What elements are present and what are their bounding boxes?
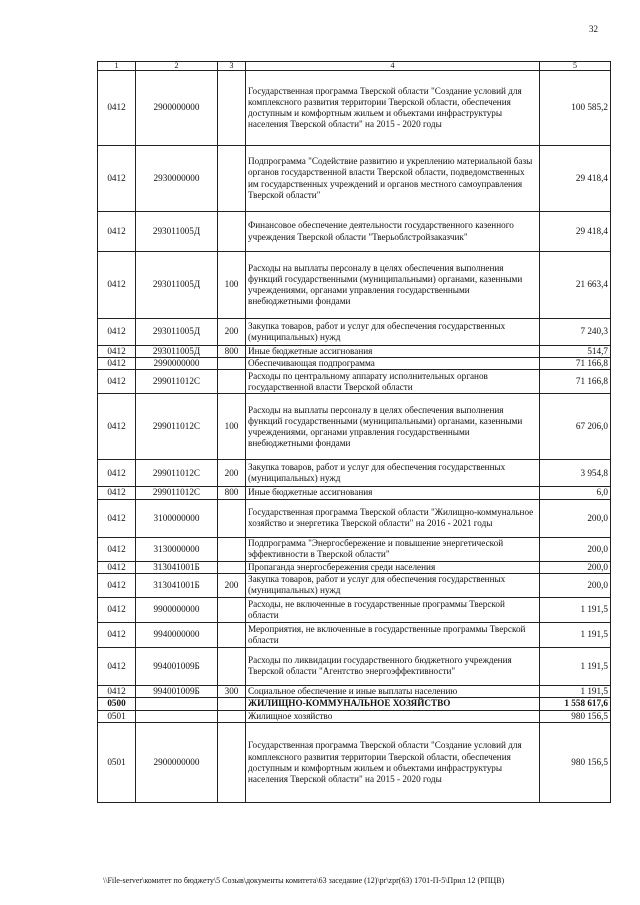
- expense-type-cell: 200: [218, 460, 246, 487]
- table-row: [98, 685, 611, 697]
- target-article-cell: 293011005Д: [136, 346, 218, 358]
- expense-type-cell: 200: [218, 573, 246, 597]
- section-code-cell: 0412: [98, 71, 136, 146]
- section-code-cell: 0412: [98, 358, 136, 370]
- amount-cell: 71 166,8: [540, 358, 611, 370]
- expense-type-cell: [218, 647, 246, 685]
- description-cell: Государственная программа Тверской области "Создание условий для комплексного развития территории Тверской области, обеспечения доступным и комфортным жильем и объектами инфраструктуры населения Тверской области" на 2015 - 2020 годы: [246, 723, 540, 803]
- amount-cell: 3 954,8: [540, 460, 611, 487]
- table-row: [98, 71, 611, 146]
- description-cell: Подпрограмма "Энергосбережение и повышение энергетической эффективности в Тверской области": [246, 537, 540, 561]
- expense-type-cell: 100: [218, 252, 246, 319]
- section-code-cell: 0412: [98, 346, 136, 358]
- amount-cell: 7 240,3: [540, 319, 611, 346]
- description-cell: Обеспечивающая подпрограмма: [246, 358, 540, 370]
- section-code-cell: 0412: [98, 370, 136, 394]
- amount-cell: 29 418,4: [540, 212, 611, 252]
- amount-cell: 1 558 617,6: [540, 698, 611, 711]
- table-row: [98, 573, 611, 597]
- target-article-cell: 2900000000: [136, 723, 218, 803]
- expense-type-cell: [218, 146, 246, 212]
- amount-cell: 514,7: [540, 346, 611, 358]
- table-row: [98, 597, 611, 622]
- expense-type-cell: 800: [218, 346, 246, 358]
- expense-type-cell: [218, 358, 246, 370]
- section-code-cell: 0412: [98, 319, 136, 346]
- table-row: [98, 622, 611, 647]
- section-code-cell: 0412: [98, 146, 136, 212]
- expense-type-cell: [218, 622, 246, 647]
- section-code-cell: 0412: [98, 460, 136, 487]
- expense-type-cell: [218, 212, 246, 252]
- description-cell: Расходы на выплаты персоналу в целях обеспечения выполнения функций государственными (муниципальными) органами, казенными учреждениями, органами управления государственными внебюджетными фондами: [246, 394, 540, 460]
- section-code-cell: 0500: [98, 698, 136, 711]
- table-row: [98, 358, 611, 370]
- expense-type-cell: [218, 71, 246, 146]
- budget-table: [97, 61, 611, 803]
- expense-type-cell: 100: [218, 394, 246, 460]
- expense-type-cell: [218, 499, 246, 537]
- target-article-cell: 299011012С: [136, 487, 218, 499]
- amount-cell: 1 191,5: [540, 597, 611, 622]
- description-cell: Иные бюджетные ассигнования: [246, 346, 540, 358]
- table-row: [98, 346, 611, 358]
- description-cell: Подпрограмма "Содействие развитию и укреплению материальной базы органов государственной власти Тверской области, подведомственных им государственных учреждений и органов местного самоуправления Тверской области": [246, 146, 540, 212]
- section-code-cell: 0412: [98, 622, 136, 647]
- section-code-cell: 0412: [98, 561, 136, 573]
- target-article-cell: 293011005Д: [136, 212, 218, 252]
- table-row: [98, 487, 611, 499]
- amount-cell: 980 156,5: [540, 711, 611, 723]
- target-article-cell: 2900000000: [136, 71, 218, 146]
- table-row: [98, 537, 611, 561]
- expense-type-cell: [218, 537, 246, 561]
- section-code-cell: 0412: [98, 573, 136, 597]
- section-code-cell: 0412: [98, 647, 136, 685]
- amount-cell: 1 191,5: [540, 685, 611, 697]
- page-number: 32: [589, 24, 598, 34]
- section-code-cell: 0412: [98, 487, 136, 499]
- amount-cell: 200,0: [540, 499, 611, 537]
- target-article-cell: 994001009Б: [136, 685, 218, 697]
- section-code-cell: 0501: [98, 723, 136, 803]
- expense-type-cell: [218, 370, 246, 394]
- amount-cell: 100 585,2: [540, 71, 611, 146]
- table-row: [98, 146, 611, 212]
- description-cell: Расходы на выплаты персоналу в целях обеспечения выполнения функций государственными (муниципальными) органами, казенными учреждениями, органами управления государственными внебюджетными фондами: [246, 252, 540, 319]
- table-row: [98, 394, 611, 460]
- expense-type-cell: [218, 561, 246, 573]
- expense-type-cell: 800: [218, 487, 246, 499]
- section-code-cell: 0412: [98, 685, 136, 697]
- table-row: [98, 252, 611, 319]
- section-code-cell: 0412: [98, 597, 136, 622]
- table-body: [98, 71, 611, 803]
- amount-cell: 21 663,4: [540, 252, 611, 319]
- header-row: [98, 62, 611, 71]
- table-row: [98, 370, 611, 394]
- section-code-cell: 0501: [98, 711, 136, 723]
- section-code-cell: 0412: [98, 394, 136, 460]
- description-cell: Расходы по ликвидации государственного бюджетного учреждения Тверской области "Агентство энергоэффективности": [246, 647, 540, 685]
- description-cell: Закупка товаров, работ и услуг для обеспечения государственных (муниципальных) нужд: [246, 460, 540, 487]
- expense-type-cell: [218, 698, 246, 711]
- table-row: [98, 212, 611, 252]
- table-row: [98, 460, 611, 487]
- target-article-cell: 994001009Б: [136, 647, 218, 685]
- section-code-cell: 0412: [98, 499, 136, 537]
- target-article-cell: 2990000000: [136, 358, 218, 370]
- description-cell: Расходы, не включенные в государственные программы Тверской области: [246, 597, 540, 622]
- column-header: 3: [218, 62, 246, 71]
- description-cell: Государственная программа Тверской области "Создание условий для комплексного развития территории Тверской области, обеспечения доступным и комфортным жильем и объектами инфраструктуры населения Тверской области" на 2015 - 2020 годы: [246, 71, 540, 146]
- amount-cell: 71 166,8: [540, 370, 611, 394]
- table-row: [98, 723, 611, 803]
- amount-cell: 200,0: [540, 573, 611, 597]
- target-article-cell: 299011012С: [136, 394, 218, 460]
- target-article-cell: 9900000000: [136, 597, 218, 622]
- description-cell: Пропаганда энергосбережения среди населения: [246, 561, 540, 573]
- expense-type-cell: 300: [218, 685, 246, 697]
- table-row: [98, 711, 611, 723]
- target-article-cell: [136, 711, 218, 723]
- section-code-cell: 0412: [98, 212, 136, 252]
- target-article-cell: 3100000000: [136, 499, 218, 537]
- table-row: [98, 647, 611, 685]
- section-code-cell: 0412: [98, 252, 136, 319]
- table-row: [98, 561, 611, 573]
- amount-cell: 67 206,0: [540, 394, 611, 460]
- expense-type-cell: [218, 723, 246, 803]
- description-cell: Закупка товаров, работ и услуг для обеспечения государственных (муниципальных) нужд: [246, 319, 540, 346]
- target-article-cell: 2930000000: [136, 146, 218, 212]
- target-article-cell: 293011005Д: [136, 252, 218, 319]
- amount-cell: 1 191,5: [540, 622, 611, 647]
- amount-cell: 200,0: [540, 537, 611, 561]
- amount-cell: 980 156,5: [540, 723, 611, 803]
- table-row: [98, 319, 611, 346]
- description-cell: Иные бюджетные ассигнования: [246, 487, 540, 499]
- amount-cell: 6,0: [540, 487, 611, 499]
- description-cell: Расходы по центральному аппарату исполнительных органов государственной власти Тверской области: [246, 370, 540, 394]
- target-article-cell: 313041001Б: [136, 561, 218, 573]
- amount-cell: 200,0: [540, 561, 611, 573]
- target-article-cell: 313041001Б: [136, 573, 218, 597]
- amount-cell: 29 418,4: [540, 146, 611, 212]
- target-article-cell: 293011005Д: [136, 319, 218, 346]
- column-header: 2: [136, 62, 218, 71]
- amount-cell: 1 191,5: [540, 647, 611, 685]
- description-cell: Мероприятия, не включенные в государственные программы Тверской области: [246, 622, 540, 647]
- description-cell: Социальное обеспечение и иные выплаты населению: [246, 685, 540, 697]
- column-header: 1: [98, 62, 136, 71]
- description-cell: Закупка товаров, работ и услуг для обеспечения государственных (муниципальных) нужд: [246, 573, 540, 597]
- expense-type-cell: [218, 597, 246, 622]
- description-cell: Жилищное хозяйство: [246, 711, 540, 723]
- table-row: [98, 499, 611, 537]
- target-article-cell: 299011012С: [136, 460, 218, 487]
- expense-type-cell: [218, 711, 246, 723]
- column-header: 5: [540, 62, 611, 71]
- expense-type-cell: 200: [218, 319, 246, 346]
- file-path-footer: \\File-server\комитет по бюджету\5 Созыв\документы комитета\63 заседание (12)\pr\zpr(63) 1701-П-5\Прил 12 (РПЦВ): [103, 876, 505, 885]
- description-cell: ЖИЛИЩНО-КОММУНАЛЬНОЕ ХОЗЯЙСТВО: [246, 698, 540, 711]
- section-code-cell: 0412: [98, 537, 136, 561]
- target-article-cell: 3130000000: [136, 537, 218, 561]
- column-header: 4: [246, 62, 540, 71]
- description-cell: Финансовое обеспечение деятельности государственного казенного учреждения Тверской области "Тверьоблстройзаказчик": [246, 212, 540, 252]
- target-article-cell: [136, 698, 218, 711]
- table-row: [98, 698, 611, 711]
- target-article-cell: 9940000000: [136, 622, 218, 647]
- target-article-cell: 299011012С: [136, 370, 218, 394]
- description-cell: Государственная программа Тверской области "Жилищно-коммунальное хозяйство и энергетика Тверской области" на 2016 - 2021 годы: [246, 499, 540, 537]
